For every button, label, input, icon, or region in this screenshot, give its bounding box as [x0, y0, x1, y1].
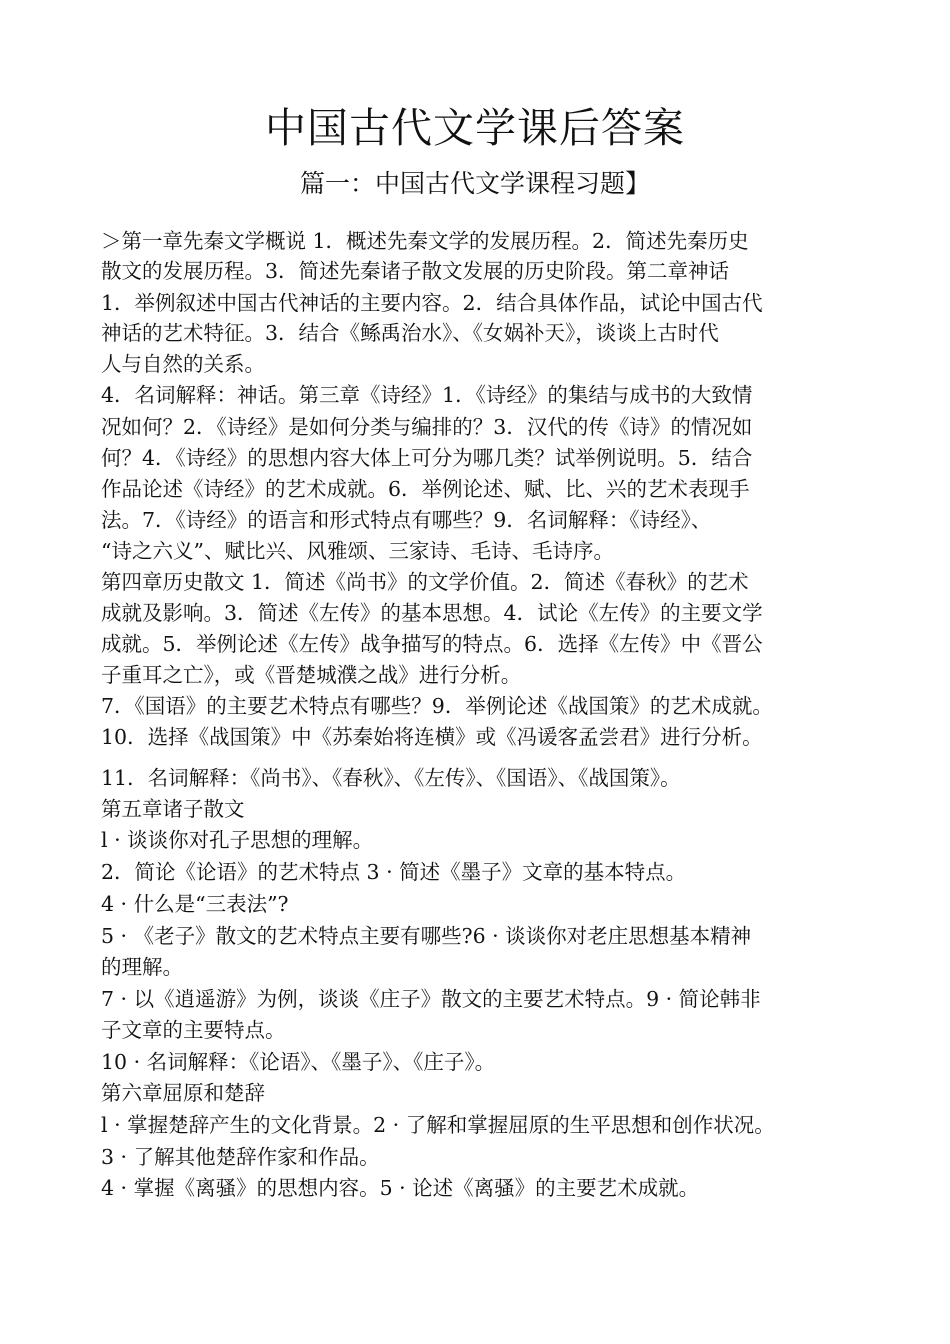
text-line: ＞第一章先秦文学概说 1．概述先秦文学的发展历程。2．简述先秦历史 [101, 229, 749, 253]
text-line: l · 谈谈你对孔子思想的理解。 [101, 828, 374, 852]
text-line: 2．简论《论语》的艺术特点 3 · 简述《墨子》文章的基本特点。 [101, 860, 687, 884]
text-line: 3 · 了解其他楚辞作家和作品。 [101, 1145, 380, 1169]
text-line: 10 · 名词解释：《论语》、《墨子》、《庄子》。 [101, 1050, 496, 1074]
text-line: l · 掌握楚辞产生的文化背景。2 · 了解和掌握屈原的生平思想和创作状况。 [101, 1113, 775, 1137]
text-line: 11．名词解释：《尚书》、《春秋》、《左传》、《国语》、《战国策》。 [101, 766, 681, 790]
text-line: 子重耳之亡》，或《晋楚城濮之战》进行分析。 [101, 663, 522, 687]
text-line: 成就。5．举例论述《左传》战争描写的特点。6．选择《左传》中《晋公 [101, 632, 763, 656]
text-line: 人与自然的关系。 [101, 352, 265, 376]
document-title: 中国古代文学课后答案 [265, 104, 685, 152]
text-line: 子文章的主要特点。 [101, 1018, 286, 1042]
text-line: 散文的发展历程。3．简述先秦诸子散文发展的历史阶段。第二章神话 [101, 259, 730, 283]
text-line: 4 · 什么是“三表法”? [101, 892, 289, 916]
text-line: 1．举例叙述中国古代神话的主要内容。2．结合具体作品，试论中国古代 [101, 291, 763, 315]
text-line: 作品论述《诗经》的艺术成就。6．举例论述、赋、比、兴的艺术表现手 [101, 477, 750, 501]
text-line: 7 · 以《逍遥游》为例，谈谈《庄子》散文的主要艺术特点。9 · 简论韩非 [101, 987, 761, 1011]
text-line: 成就及影响。3．简述《左传》的基本思想。4．试论《左传》的主要文学 [101, 601, 763, 625]
text-line: 神话的艺术特征。3．结合《鲧禹治水》、《女娲补天》，谈谈上古时代 [101, 321, 719, 345]
text-line: 况如何？2．《诗经》是如何分类与编排的？3．汉代的传《诗》的情况如 [101, 415, 753, 439]
text-line: 10．选择《战国策》中《苏秦始将连横》或《冯谖客孟尝君》进行分析。 [101, 725, 763, 749]
text-line: 的理解。 [101, 955, 183, 979]
text-line: 法。7．《诗经》的语言和形式特点有哪些？9．名词解释：《诗经》、 [101, 508, 712, 532]
text-line: 何？4．《诗经》的思想内容大体上可分为哪几类？试举例说明。5．结合 [101, 446, 753, 470]
text-line: 7．《国语》的主要艺术特点有哪些？9．举例论述《战国策》的艺术成就。 [101, 694, 773, 718]
text-line: 4 · 掌握《离骚》的思想内容。5 · 论述《离骚》的主要艺术成就。 [101, 1176, 700, 1200]
document-subtitle: 篇一：中国古代文学课程习题】 [299, 169, 650, 198]
text-line: 5 · 《老子》散文的艺术特点主要有哪些?6 · 谈谈你对老庄思想基本精神 [101, 924, 752, 948]
text-line: “诗之六义”、赋比兴、风雅颂、三家诗、毛诗、毛诗序。 [101, 539, 614, 563]
text-line: 4．名词解释：神话。第三章《诗经》1．《诗经》的集结与成书的大致情 [101, 383, 753, 407]
text-line: 第六章屈原和楚辞 [101, 1081, 265, 1105]
text-line: 第四章历史散文 1．简述《尚书》的文学价值。2．简述《春秋》的艺术 [101, 570, 749, 594]
text-line: 第五章诸子散文 [101, 797, 245, 821]
